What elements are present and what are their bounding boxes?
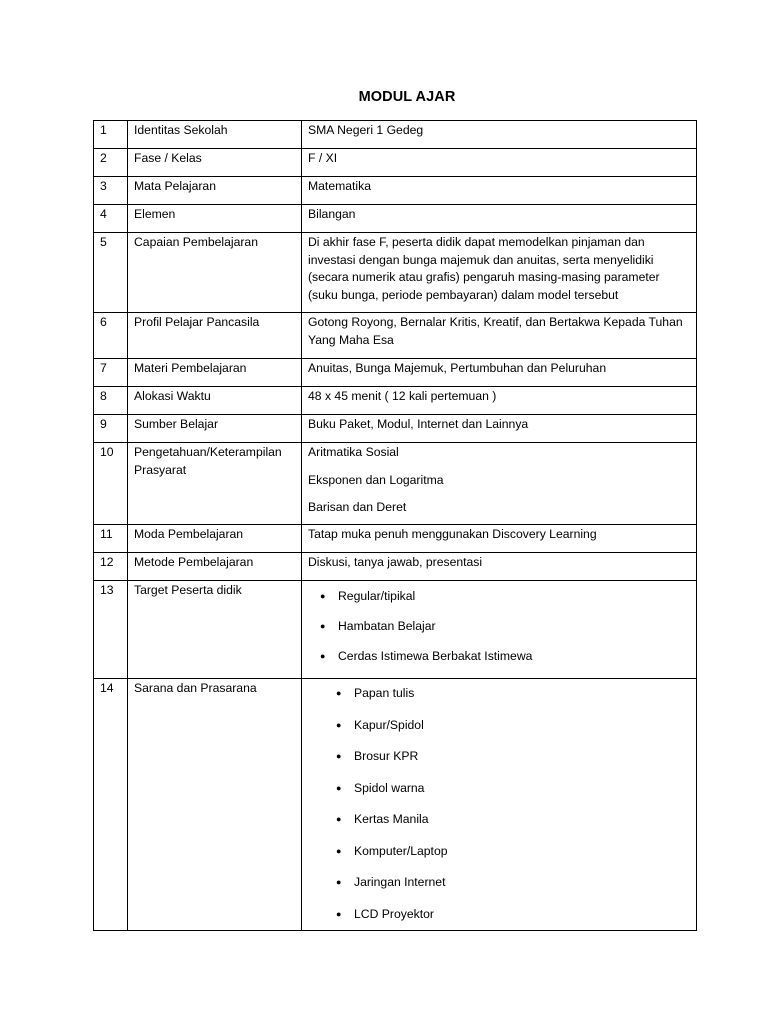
row-label: Pengetahuan/Keterampilan Prasyarat: [128, 443, 302, 525]
row-number: 10: [94, 443, 128, 525]
row-number: 8: [94, 387, 128, 415]
modul-table: [93, 120, 697, 931]
bullet-list: [308, 582, 690, 672]
list-item: ● Brosur KPR: [324, 748, 690, 766]
row-value: Matematika: [302, 177, 697, 205]
list-item: ● Jaringan Internet: [324, 874, 690, 892]
row-label: Profil Pelajar Pancasila: [128, 313, 302, 359]
table-row: [94, 525, 697, 553]
table-row: [94, 679, 697, 931]
list-item: ● Cerdas Istimewa Berbakat Istimewa: [308, 648, 690, 666]
row-label: Mata Pelajaran: [128, 177, 302, 205]
row-value: Gotong Royong, Bernalar Kritis, Kreatif, dan Bertakwa Kepada Tuhan Yang Maha Esa: [302, 313, 697, 359]
row-value: Tatap muka penuh menggunakan Discovery Learning: [302, 525, 697, 553]
list-item: ● Komputer/Laptop: [324, 843, 690, 861]
table-row: [94, 121, 697, 149]
prerequisite-item: Aritmatika Sosial: [308, 445, 399, 459]
document-title: MODUL AJAR: [358, 89, 456, 105]
table-row: [94, 205, 697, 233]
row-number: 7: [94, 359, 128, 387]
table-row: [94, 387, 697, 415]
list-item: ● Kapur/Spidol: [324, 717, 690, 735]
row-label: Sarana dan Prasarana: [128, 679, 302, 931]
row-number: 1: [94, 121, 128, 149]
prerequisite-item: Barisan dan Deret: [308, 500, 407, 514]
row-value: [302, 581, 697, 679]
table-row: [94, 443, 697, 525]
table-row: [94, 553, 697, 581]
row-value: [302, 443, 697, 525]
prerequisite-item: Eksponen dan Logaritma: [308, 472, 444, 487]
row-number: 14: [94, 679, 128, 931]
table-row: [94, 313, 697, 359]
row-label: Sumber Belajar: [128, 415, 302, 443]
table-row: [94, 149, 697, 177]
row-label: Elemen: [128, 205, 302, 233]
list-item: ● Regular/tipikal: [308, 588, 690, 606]
table-row: [94, 177, 697, 205]
table-row: [94, 359, 697, 387]
table-row: [94, 233, 697, 313]
row-value: Diskusi, tanya jawab, presentasi: [302, 553, 697, 581]
list-item: ● Papan tulis: [324, 685, 690, 703]
row-number: 12: [94, 553, 128, 581]
list-item: ● Hambatan Belajar: [308, 618, 690, 636]
row-value: Buku Paket, Modul, Internet dan Lainnya: [302, 415, 697, 443]
row-value: Bilangan: [302, 205, 697, 233]
row-label: Materi Pembelajaran: [128, 359, 302, 387]
bullet-list: [308, 680, 690, 928]
row-value: Di akhir fase F, peserta didik dapat memodelkan pinjaman dan investasi dengan bunga majemuk dan anuitas, serta menyelidiki (secara numerik atau grafis) pengaruh masing-masing parameter (suku bunga, periode pembayaran) dalam model tersebut: [302, 233, 697, 313]
list-item: ● Spidol warna: [324, 780, 690, 798]
row-number: 4: [94, 205, 128, 233]
row-value: SMA Negeri 1 Gedeg: [302, 121, 697, 149]
row-number: 11: [94, 525, 128, 553]
list-item: ● Kertas Manila: [324, 811, 690, 829]
row-value: F / XI: [302, 149, 697, 177]
table-row: [94, 415, 697, 443]
row-label: Identitas Sekolah: [128, 121, 302, 149]
row-label: Metode Pembelajaran: [128, 553, 302, 581]
row-label: Target Peserta didik: [128, 581, 302, 679]
row-value: [302, 679, 697, 931]
row-number: 13: [94, 581, 128, 679]
row-number: 9: [94, 415, 128, 443]
row-value: Anuitas, Bunga Majemuk, Pertumbuhan dan Peluruhan: [302, 359, 697, 387]
row-number: 3: [94, 177, 128, 205]
row-number: 6: [94, 313, 128, 359]
row-label: Moda Pembelajaran: [128, 525, 302, 553]
row-label: Capaian Pembelajaran: [128, 233, 302, 313]
row-number: 5: [94, 233, 128, 313]
row-value: 48 x 45 menit ( 12 kali pertemuan ): [302, 387, 697, 415]
row-label: Fase / Kelas: [128, 149, 302, 177]
list-item: ● LCD Proyektor: [324, 906, 690, 924]
row-number: 2: [94, 149, 128, 177]
row-label: Alokasi Waktu: [128, 387, 302, 415]
table-row: [94, 581, 697, 679]
